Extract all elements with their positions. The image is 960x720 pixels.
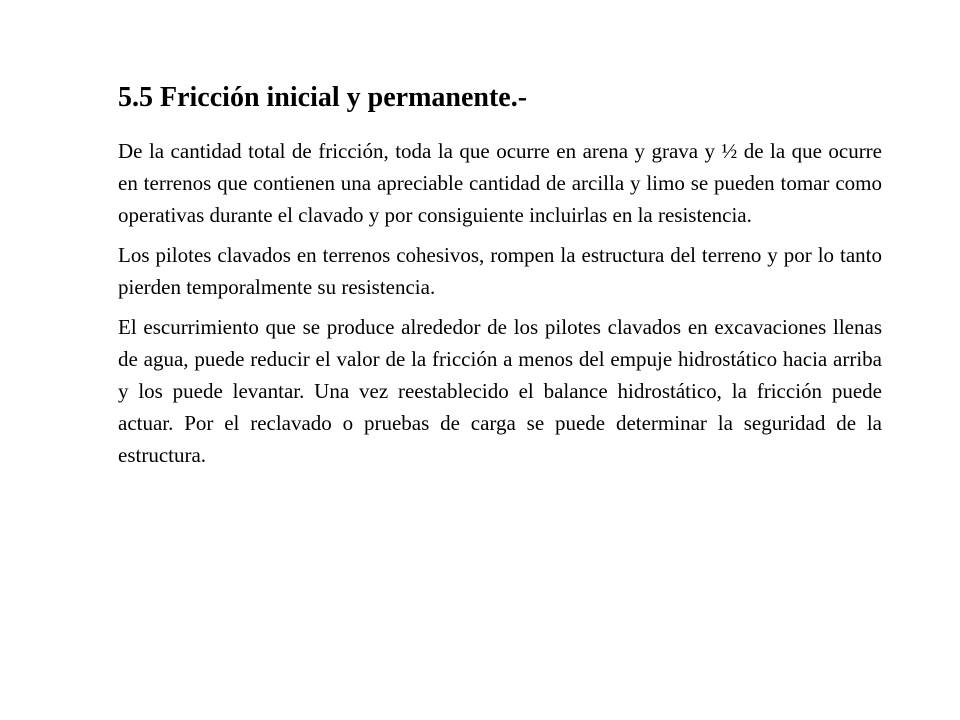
slide-body: [118, 135, 882, 479]
paragraph-3: El escurrimiento que se produce alrededor de los pilotes clavados en excavaciones llenas de agua, puede reducir el valor de la fricción a menos del empuje hidrostático hacia arriba y los puede levantar. Una vez reestablecido el balance hidrostático, la fricción puede actuar. Por el reclavado o pruebas de carga se puede determinar la seguridad de la estructura.: [118, 315, 882, 467]
paragraph-2: Los pilotes clavados en terrenos cohesivos, rompen la estructura del terreno y por lo tanto pierden temporalmente su resistencia.: [118, 243, 882, 299]
slide-title: 5.5 Fricción inicial y permanente.-: [118, 82, 528, 113]
paragraph-1: De la cantidad total de fricción, toda la que ocurre en arena y grava y ½ de la que ocurre en terrenos que contienen una apreciable cantidad de arcilla y limo se pueden tomar como operativas durante el clavado y por consiguiente incluirlas en la resistencia.: [118, 139, 882, 227]
